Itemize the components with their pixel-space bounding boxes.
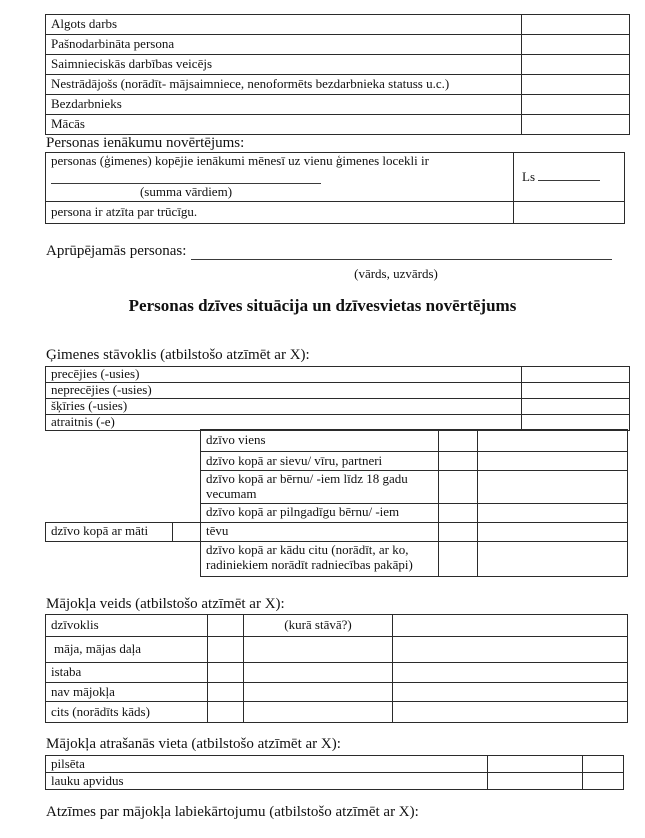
- income-table: [45, 152, 625, 224]
- employment-label: Nestrādājošs (norādīt- mājsaimniece, nenoformēts bezdarbnieka statuss u.c.): [46, 75, 522, 95]
- living-option-label: dzīvo kopā ar bērnu/ -iem līdz 18 gadu vecumam: [201, 471, 439, 504]
- housing-location-heading: Mājokļa atrašanās vieta (atbilstošo atzīmēt ar X):: [46, 736, 341, 752]
- name-surname-note: (vārds, uzvārds): [354, 266, 438, 281]
- mark-cell[interactable]: [173, 522, 201, 541]
- mark-cell[interactable]: [522, 55, 630, 75]
- family-status-label: šķīries (-usies): [46, 399, 522, 415]
- spacer-cell: [46, 452, 201, 471]
- living-with-mother-label: dzīvo kopā ar māti: [46, 522, 173, 541]
- table-row: [46, 452, 628, 471]
- table-row: [46, 683, 628, 702]
- mark-cell[interactable]: [522, 15, 630, 35]
- mark-cell[interactable]: [208, 702, 244, 723]
- employment-label: Algots darbs: [46, 15, 522, 35]
- employment-label: Bezdarbnieks: [46, 95, 522, 115]
- amount-cell[interactable]: [514, 153, 625, 202]
- spacer-cell: [46, 430, 201, 452]
- table-row: [46, 55, 630, 75]
- detail-cell[interactable]: [478, 522, 628, 541]
- mark-cell[interactable]: [522, 35, 630, 55]
- mark-cell[interactable]: [522, 383, 630, 399]
- detail-cell[interactable]: [244, 683, 393, 702]
- family-status-table: [45, 366, 630, 431]
- income-statement-cell: [46, 153, 514, 202]
- family-status-heading: Ģimenes stāvoklis (atbilstošo atzīmēt ar X):: [46, 347, 310, 363]
- sum-in-words-note: (summa vārdiem): [139, 183, 233, 199]
- living-option-label: tēvu: [201, 522, 439, 541]
- location-label: pilsēta: [46, 756, 488, 773]
- table-row: [46, 637, 628, 663]
- living-option-label: dzīvo kopā ar pilngadīgu bērnu/ -iem: [201, 503, 439, 522]
- detail-cell[interactable]: [478, 541, 628, 576]
- mark-cell[interactable]: [488, 773, 583, 790]
- table-row: [46, 367, 630, 383]
- living-option-label: dzīvo kopā ar kādu citu (norādīt, ar ko, radiniekiem norādīt radniecības pakāpi): [201, 541, 439, 576]
- table-row: [46, 430, 628, 452]
- detail-cell[interactable]: [393, 663, 628, 683]
- family-status-label: atraitnis (-e): [46, 415, 522, 431]
- employment-label: Saimnieciskās darbības veicējs: [46, 55, 522, 75]
- care-persons-row: [46, 243, 612, 260]
- table-row: [46, 471, 628, 504]
- family-status-label: neprecējies (-usies): [46, 383, 522, 399]
- family-status-label: precējies (-usies): [46, 367, 522, 383]
- table-row: [46, 773, 624, 790]
- table-row: [46, 503, 628, 522]
- mark-cell[interactable]: [439, 503, 478, 522]
- location-label: lauku apvidus: [46, 773, 488, 790]
- care-persons-write-line[interactable]: [191, 243, 612, 260]
- mark-cell[interactable]: [208, 637, 244, 663]
- table-row: [46, 663, 628, 683]
- mark-cell[interactable]: [522, 95, 630, 115]
- table-row: [46, 399, 630, 415]
- housing-type-label: māja, mājas daļa: [46, 637, 208, 663]
- detail-cell[interactable]: [478, 430, 628, 452]
- mark-cell[interactable]: [208, 615, 244, 637]
- detail-cell[interactable]: [244, 637, 393, 663]
- amenities-heading: Atzīmes par mājokļa labiekārtojumu (atbilstošo atzīmēt ar X):: [46, 804, 419, 820]
- mark-cell[interactable]: [439, 471, 478, 504]
- living-option-label: dzīvo kopā ar sievu/ vīru, partneri: [201, 452, 439, 471]
- income-statement-text: personas (ģimenes) kopējie ienākumi mēnesī uz vienu ģimenes locekli ir: [51, 153, 429, 168]
- mark-cell[interactable]: [583, 773, 624, 790]
- employment-label: Mācās: [46, 115, 522, 135]
- living-option-label: dzīvo viens: [201, 430, 439, 452]
- sum-in-words-field[interactable]: [51, 169, 321, 200]
- housing-location-table: [45, 755, 624, 790]
- mark-cell[interactable]: [439, 452, 478, 471]
- mark-cell[interactable]: [583, 756, 624, 773]
- table-row: [46, 201, 625, 223]
- mark-cell[interactable]: [522, 399, 630, 415]
- mark-cell[interactable]: [522, 115, 630, 135]
- income-heading: Personas ienākumu novērtējums:: [46, 135, 245, 151]
- employment-label: Pašnodarbināta persona: [46, 35, 522, 55]
- section-title: Personas dzīves situācija un dzīvesvietas novērtējums: [128, 296, 517, 315]
- living-arrangement-table: [45, 429, 628, 577]
- mark-cell[interactable]: [514, 201, 625, 223]
- poverty-status-label: persona ir atzīta par trūcīgu.: [46, 201, 514, 223]
- table-row: [46, 522, 628, 541]
- mark-cell[interactable]: [522, 367, 630, 383]
- detail-cell[interactable]: [393, 637, 628, 663]
- table-row: [46, 541, 628, 576]
- housing-type-label: nav mājokļa: [46, 683, 208, 702]
- detail-cell[interactable]: [393, 615, 628, 637]
- amount-write-line[interactable]: [538, 168, 600, 181]
- table-row: [46, 115, 630, 135]
- mark-cell[interactable]: [522, 75, 630, 95]
- table-row: [46, 75, 630, 95]
- table-row: [46, 153, 625, 202]
- detail-cell[interactable]: [393, 702, 628, 723]
- spacer-cell: [46, 541, 201, 576]
- table-row: [46, 756, 624, 773]
- table-row: [46, 95, 630, 115]
- spacer-cell: [46, 471, 201, 504]
- mark-cell[interactable]: [208, 663, 244, 683]
- currency-label: Ls: [522, 169, 535, 185]
- detail-cell[interactable]: [478, 452, 628, 471]
- employment-table: [45, 14, 630, 135]
- table-row: [46, 35, 630, 55]
- table-row: [46, 383, 630, 399]
- spacer-cell: [46, 503, 201, 522]
- floor-question-note: (kurā stāvā?): [244, 615, 393, 637]
- mark-cell[interactable]: [439, 541, 478, 576]
- housing-type-label: dzīvoklis: [46, 615, 208, 637]
- housing-type-label: cits (norādīts kāds): [46, 702, 208, 723]
- housing-type-label: istaba: [46, 663, 208, 683]
- table-row: [46, 15, 630, 35]
- table-row: [46, 702, 628, 723]
- housing-type-heading: Mājokļa veids (atbilstošo atzīmēt ar X):: [46, 596, 285, 612]
- housing-type-table: [45, 614, 628, 723]
- detail-cell[interactable]: [393, 683, 628, 702]
- mark-cell[interactable]: [488, 756, 583, 773]
- mark-cell[interactable]: [439, 522, 478, 541]
- detail-cell[interactable]: [478, 503, 628, 522]
- table-row: [46, 615, 628, 637]
- detail-cell[interactable]: [244, 663, 393, 683]
- detail-cell[interactable]: [244, 702, 393, 723]
- mark-cell[interactable]: [208, 683, 244, 702]
- care-persons-label: Aprūpējamās personas:: [46, 243, 187, 259]
- detail-cell[interactable]: [478, 471, 628, 504]
- mark-cell[interactable]: [439, 430, 478, 452]
- amount-write-line[interactable]: [51, 169, 321, 184]
